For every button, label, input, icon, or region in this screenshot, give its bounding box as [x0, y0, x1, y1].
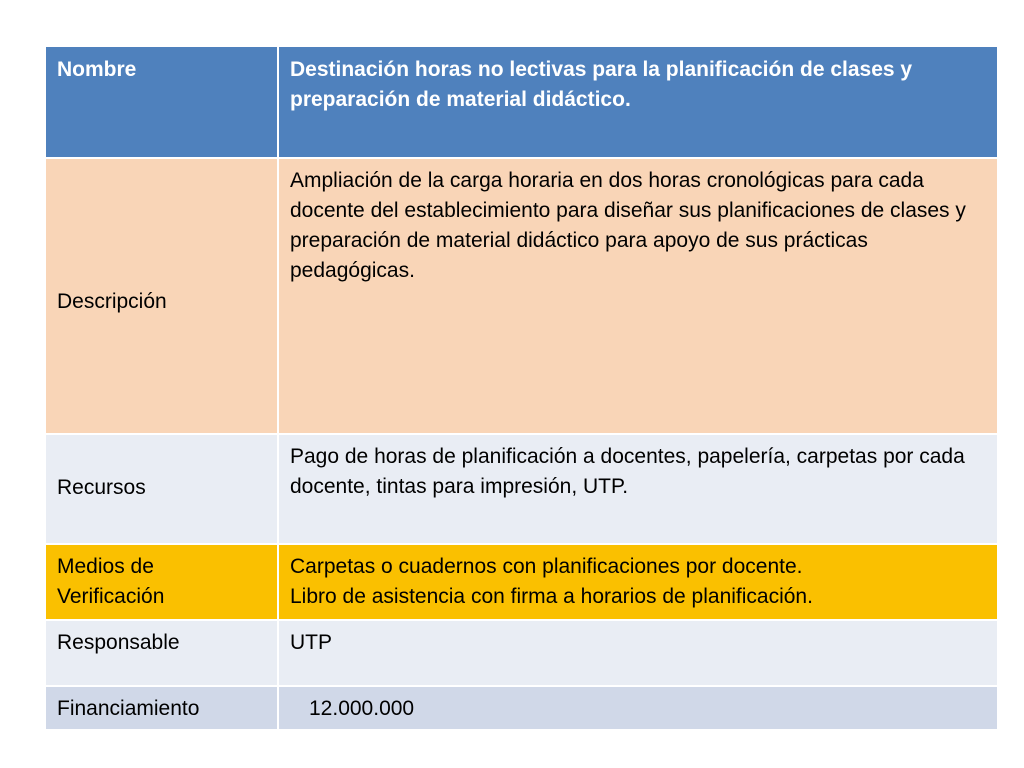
descripcion-label: Descripción	[45, 158, 278, 434]
descripcion-value: Ampliación de la carga horaria en dos horas cronológicas para cada docente del establecimiento para diseñar sus planificaciones de clases y preparación de material didáctico para apoyo de sus prácticas pedagógicas.	[278, 158, 998, 434]
responsable-label: Responsable	[45, 620, 278, 686]
medios-line-1: Carpetas o cuadernos con planificaciones por docente.	[290, 555, 803, 578]
responsable-value: UTP	[278, 620, 998, 686]
row-responsable	[45, 620, 998, 686]
recursos-label: Recursos	[45, 434, 278, 544]
project-info-table	[44, 45, 999, 731]
row-medios-verificacion	[45, 544, 998, 620]
row-financiamiento	[45, 686, 998, 730]
financiamiento-value: 12.000.000	[278, 686, 998, 730]
nombre-value: Destinación horas no lectivas para la planificación de clases y preparación de material didáctico.	[278, 46, 998, 158]
medios-value	[278, 544, 998, 620]
row-recursos	[45, 434, 998, 544]
financiamiento-label: Financiamiento	[45, 686, 278, 730]
nombre-label: Nombre	[45, 46, 278, 158]
recursos-value: Pago de horas de planificación a docentes, papelería, carpetas por cada docente, tintas para impresión, UTP.	[278, 434, 998, 544]
row-descripcion	[45, 158, 998, 434]
medios-label: Medios de Verificación	[45, 544, 278, 620]
row-nombre	[45, 46, 998, 158]
medios-line-2: Libro de asistencia con firma a horarios de planificación.	[290, 585, 813, 608]
